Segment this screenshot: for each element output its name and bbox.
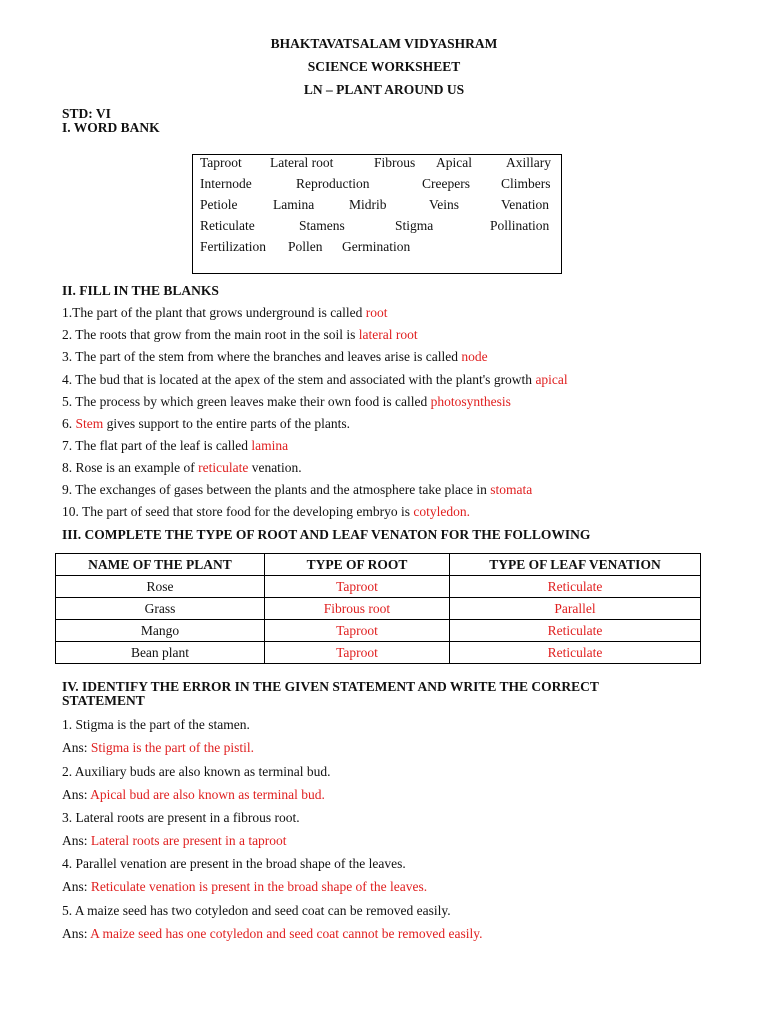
answer-text: stomata [490,482,533,497]
fill-blank-item [62,327,418,343]
answer-text: A maize seed has one cotyledon and seed coat cannot be removed easily. [90,926,483,941]
question-text: 5. The process by which green leaves make their own food is called [62,394,431,409]
root-type-cell: Taproot [265,576,450,598]
table-row [56,576,701,598]
word-bank-word: Internode [200,176,252,191]
word-bank-word: Taproot [200,155,242,170]
word-bank-word: Fertilization [200,239,266,254]
answer-text: cotyledon. [413,504,471,519]
word-bank-word: Lateral root [270,155,334,170]
word-bank-row [193,218,561,238]
answer-line [62,926,483,942]
root-type-cell: Taproot [265,642,450,664]
error-section-heading-continued: STATEMENT [62,693,145,708]
question-text: 1.The part of the plant that grows underground is called [62,305,366,320]
error-statement: 5. A maize seed has two cotyledon and seed coat can be removed easily. [62,903,451,918]
answer-text: Reticulate venation is present in the broad shape of the leaves. [90,879,428,894]
venation-type-cell: Reticulate [450,576,701,598]
venation-type-cell: Reticulate [450,642,701,664]
answer-text: root [365,305,388,320]
answer-text: lamina [251,438,289,453]
word-bank-word: Germination [342,239,411,254]
standard-label: STD: VI [62,106,111,121]
answer-text: Lateral roots are present in a taproot [90,833,287,848]
school-name: BHAKTAVATSALAM VIDYASHRAM [270,36,498,51]
plant-name-cell: Rose [56,576,265,598]
root-venation-table [55,553,701,664]
word-bank-row [193,197,561,217]
error-section-heading: IV. IDENTIFY THE ERROR IN THE GIVEN STATEMENT AND WRITE THE CORRECT [62,679,599,694]
fill-blank-item [62,438,288,454]
root-type-cell: Taproot [265,620,450,642]
question-text: 8. Rose is an example of [62,460,199,475]
plant-name-cell: Bean plant [56,642,265,664]
question-text: 3. The part of the stem from where the branches and leaves arise is called [62,349,462,364]
plant-name-cell: Mango [56,620,265,642]
answer-text: node [461,349,488,364]
word-bank-word: Axillary [506,155,551,170]
word-bank-word: Midrib [349,197,387,212]
word-bank-word: Creepers [422,176,470,191]
answer-text: photosynthesis [430,394,511,409]
answer-text: reticulate [198,460,249,475]
answer-line [62,740,254,756]
fill-blanks-heading: II. FILL IN THE BLANKS [62,283,219,298]
question-tail: gives support to the entire parts of the plants. [103,416,350,431]
column-header: NAME OF THE PLANT [56,554,265,576]
word-bank-word: Lamina [273,197,315,212]
question-text: 6. [62,416,76,431]
error-statement: 4. Parallel venation are present in the broad shape of the leaves. [62,856,406,871]
word-bank-word: Stamens [299,218,345,233]
answer-prefix: Ans: [62,787,91,802]
word-bank-word: Stigma [395,218,434,233]
question-text: 10. The part of seed that store food for the developing embryo is [62,504,414,519]
word-bank-word: Venation [501,197,549,212]
word-bank-word: Pollination [490,218,550,233]
answer-line [62,833,287,849]
fill-blank-item [62,504,470,520]
fill-blank-item [62,394,511,410]
lesson-title: LN – PLANT AROUND US [303,82,465,97]
word-bank-box [192,154,562,274]
word-bank-heading: I. WORD BANK [62,120,160,135]
venation-table-heading: III. COMPLETE THE TYPE OF ROOT AND LEAF VENATON FOR THE FOLLOWING [62,527,591,542]
venation-type-cell: Parallel [450,598,701,620]
fill-blank-item [62,305,388,321]
fill-blank-item [62,482,532,498]
answer-prefix: Ans: [62,833,91,848]
answer-line [62,879,427,895]
worksheet-title: SCIENCE WORKSHEET [307,59,461,74]
fill-blank-item [62,372,568,388]
table-row [56,620,701,642]
answer-line [62,787,325,803]
word-bank-row [193,176,561,196]
question-tail: venation. [248,460,302,475]
question-text: 7. The flat part of the leaf is called [62,438,252,453]
answer-text: Apical bud are also known as terminal bud. [90,787,325,802]
fill-blank-item [62,416,350,432]
error-statement: 3. Lateral roots are present in a fibrous root. [62,810,300,825]
answer-text: lateral root [358,327,418,342]
answer-prefix: Ans: [62,740,91,755]
root-type-cell: Fibrous root [265,598,450,620]
question-text: 4. The bud that is located at the apex of the stem and associated with the plant's growth [62,372,536,387]
answer-prefix: Ans: [62,879,91,894]
question-text: 9. The exchanges of gases between the plants and the atmosphere take place in [62,482,491,497]
table-row [56,598,701,620]
word-bank-word: Apical [436,155,472,170]
column-header: TYPE OF LEAF VENATION [450,554,701,576]
plant-name-cell: Grass [56,598,265,620]
fill-blank-item [62,349,488,365]
venation-type-cell: Reticulate [450,620,701,642]
fill-blank-item [62,460,302,476]
table-row [56,642,701,664]
answer-text: Stigma is the part of the pistil. [90,740,254,755]
answer-text: apical [535,372,568,387]
column-header: TYPE OF ROOT [265,554,450,576]
word-bank-word: Pollen [288,239,323,254]
word-bank-word: Reproduction [296,176,370,191]
word-bank-row [193,155,561,175]
word-bank-row [193,239,561,259]
word-bank-word: Fibrous [374,155,416,170]
word-bank-word: Climbers [501,176,551,191]
error-statement: 2. Auxiliary buds are also known as terminal bud. [62,764,331,779]
word-bank-word: Petiole [200,197,238,212]
word-bank-word: Veins [429,197,459,212]
error-statement: 1. Stigma is the part of the stamen. [62,717,250,732]
table-header-row [56,554,701,576]
question-text: 2. The roots that grow from the main root in the soil is [62,327,359,342]
answer-text: Stem [75,416,104,431]
answer-prefix: Ans: [62,926,91,941]
word-bank-word: Reticulate [200,218,255,233]
